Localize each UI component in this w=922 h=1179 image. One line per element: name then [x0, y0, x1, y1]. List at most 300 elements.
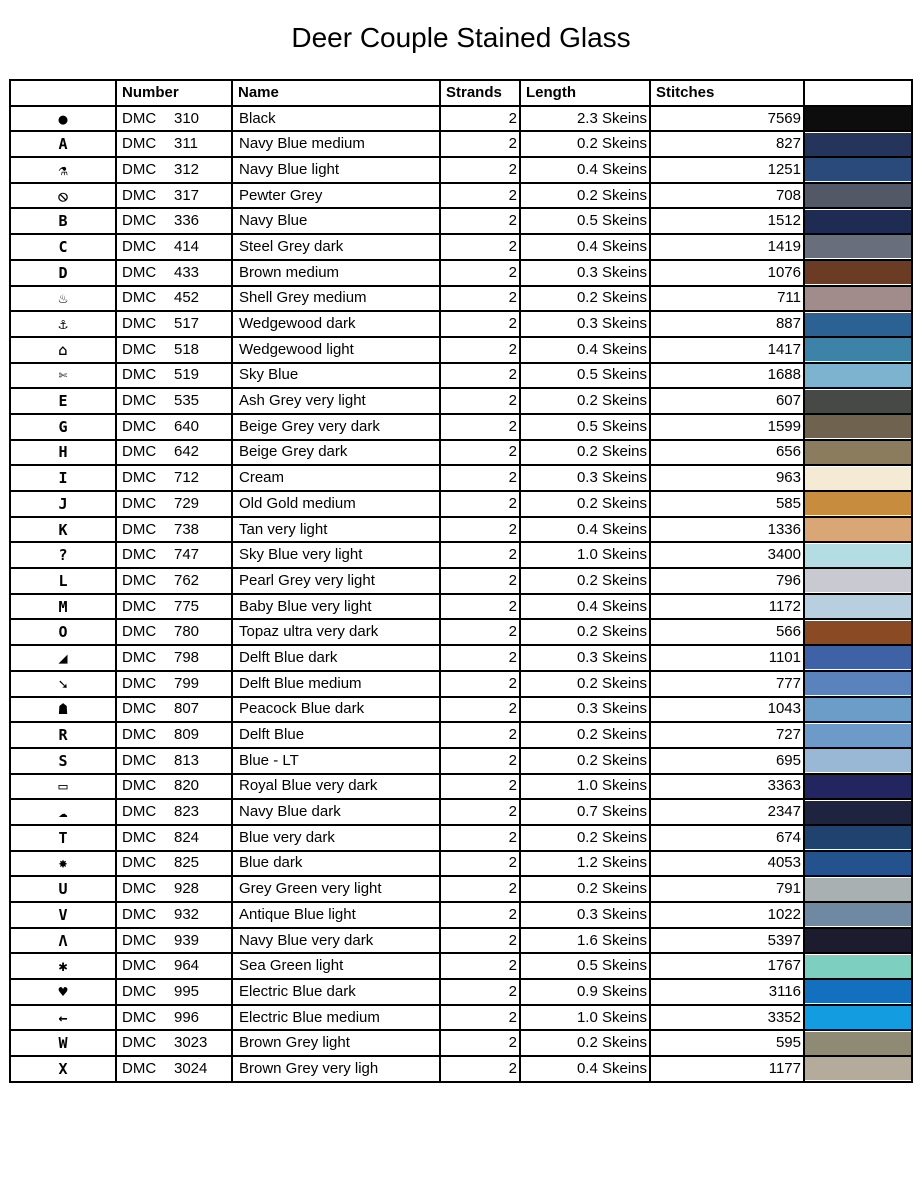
table-row: [10, 825, 912, 851]
thread-name: Brown medium: [232, 260, 440, 286]
color-swatch-cell: [804, 619, 912, 645]
color-swatch-cell: [804, 671, 912, 697]
color-swatch-cell: [804, 774, 912, 800]
table-row: [10, 440, 912, 466]
table-row: [10, 619, 912, 645]
strands-value: 2: [440, 851, 520, 877]
thread-brand: DMC: [122, 982, 157, 1000]
color-swatch: [805, 595, 911, 618]
color-swatch: [805, 672, 911, 695]
table-row: [10, 594, 912, 620]
color-swatch: [805, 338, 911, 361]
length-value: 0.3 Skeins: [520, 311, 650, 337]
thread-name: Beige Grey very dark: [232, 414, 440, 440]
stitch-symbol: ←: [10, 1005, 116, 1031]
stitches-value: 727: [650, 722, 804, 748]
header-stitches: Stitches: [650, 80, 804, 106]
thread-code: 762: [174, 571, 200, 589]
table-row: [10, 542, 912, 568]
thread-brand: DMC: [122, 315, 157, 333]
thread-number: [116, 876, 232, 902]
stitch-symbol: B: [10, 208, 116, 234]
thread-code: 823: [174, 803, 200, 821]
stitches-value: 827: [650, 131, 804, 157]
stitches-value: 1251: [650, 157, 804, 183]
length-value: 0.5 Skeins: [520, 414, 650, 440]
color-swatch: [805, 313, 911, 336]
color-swatch: [805, 852, 911, 875]
stitch-symbol: I: [10, 465, 116, 491]
color-swatch: [805, 1057, 911, 1080]
thread-code: 517: [174, 315, 200, 333]
thread-brand: DMC: [122, 469, 157, 487]
color-swatch-cell: [804, 928, 912, 954]
thread-code: 932: [174, 905, 200, 923]
stitches-value: 963: [650, 465, 804, 491]
color-swatch: [805, 441, 911, 464]
strands-value: 2: [440, 542, 520, 568]
thread-name: Antique Blue light: [232, 902, 440, 928]
strands-value: 2: [440, 568, 520, 594]
length-value: 0.2 Skeins: [520, 722, 650, 748]
strands-value: 2: [440, 131, 520, 157]
color-swatch: [805, 980, 911, 1003]
thread-code: 775: [174, 597, 200, 615]
table-row: [10, 131, 912, 157]
stitches-value: 595: [650, 1030, 804, 1056]
color-swatch-cell: [804, 183, 912, 209]
thread-code: 809: [174, 726, 200, 744]
thread-brand: DMC: [122, 777, 157, 795]
thread-brand: DMC: [122, 674, 157, 692]
color-swatch-cell: [804, 363, 912, 389]
thread-number: [116, 619, 232, 645]
thread-number: [116, 260, 232, 286]
thread-code: 738: [174, 520, 200, 538]
stitch-symbol: X: [10, 1056, 116, 1082]
legend-body: [10, 106, 912, 1082]
stitch-symbol: ➘: [10, 671, 116, 697]
strands-value: 2: [440, 876, 520, 902]
strands-value: 2: [440, 928, 520, 954]
color-swatch: [805, 133, 911, 156]
color-swatch: [805, 158, 911, 181]
stitches-value: 5397: [650, 928, 804, 954]
thread-brand: DMC: [122, 828, 157, 846]
stitch-symbol: ◢: [10, 645, 116, 671]
thread-number: [116, 568, 232, 594]
length-value: 0.4 Skeins: [520, 517, 650, 543]
thread-name: Electric Blue dark: [232, 979, 440, 1005]
thread-code: 825: [174, 854, 200, 872]
color-swatch: [805, 261, 911, 284]
header-row: [10, 80, 912, 106]
thread-code: 642: [174, 443, 200, 461]
strands-value: 2: [440, 825, 520, 851]
thread-name: Shell Grey medium: [232, 286, 440, 312]
thread-brand: DMC: [122, 392, 157, 410]
table-row: [10, 157, 912, 183]
length-value: 0.2 Skeins: [520, 183, 650, 209]
stitch-symbol: ♥: [10, 979, 116, 1005]
color-swatch-cell: [804, 799, 912, 825]
length-value: 0.2 Skeins: [520, 568, 650, 594]
stitch-symbol: O: [10, 619, 116, 645]
length-value: 2.3 Skeins: [520, 106, 650, 132]
stitches-value: 3116: [650, 979, 804, 1005]
color-swatch: [805, 390, 911, 413]
stitches-value: 1512: [650, 208, 804, 234]
strands-value: 2: [440, 363, 520, 389]
thread-brand: DMC: [122, 571, 157, 589]
length-value: 0.3 Skeins: [520, 697, 650, 723]
table-row: [10, 234, 912, 260]
thread-brand: DMC: [122, 726, 157, 744]
thread-brand: DMC: [122, 880, 157, 898]
thread-name: Sky Blue: [232, 363, 440, 389]
thread-number: [116, 311, 232, 337]
stitch-symbol: E: [10, 388, 116, 414]
thread-name: Grey Green very light: [232, 876, 440, 902]
color-swatch-cell: [804, 748, 912, 774]
thread-number: [116, 774, 232, 800]
length-value: 0.3 Skeins: [520, 902, 650, 928]
thread-number: [116, 928, 232, 954]
stitch-symbol: Λ: [10, 928, 116, 954]
length-value: 0.2 Skeins: [520, 286, 650, 312]
color-swatch: [805, 107, 911, 130]
stitches-value: 1172: [650, 594, 804, 620]
length-value: 0.4 Skeins: [520, 594, 650, 620]
length-value: 0.2 Skeins: [520, 876, 650, 902]
thread-brand: DMC: [122, 237, 157, 255]
length-value: 0.5 Skeins: [520, 208, 650, 234]
color-swatch: [805, 364, 911, 387]
color-swatch-cell: [804, 337, 912, 363]
header-length: Length: [520, 80, 650, 106]
header-strands: Strands: [440, 80, 520, 106]
stitch-symbol: L: [10, 568, 116, 594]
stitch-symbol: ⌂: [10, 337, 116, 363]
thread-code: 312: [174, 160, 200, 178]
thread-name: Blue - LT: [232, 748, 440, 774]
stitch-symbol: ⦸: [10, 183, 116, 209]
thread-code: 995: [174, 982, 200, 1000]
stitches-value: 1043: [650, 697, 804, 723]
color-swatch-cell: [804, 1030, 912, 1056]
stitch-symbol: ☁: [10, 799, 116, 825]
stitches-value: 777: [650, 671, 804, 697]
color-swatch: [805, 569, 911, 592]
color-swatch-cell: [804, 979, 912, 1005]
thread-number: [116, 851, 232, 877]
stitches-value: 1177: [650, 1056, 804, 1082]
color-swatch: [805, 826, 911, 849]
stitches-value: 1688: [650, 363, 804, 389]
color-swatch: [805, 724, 911, 747]
strands-value: 2: [440, 414, 520, 440]
table-row: [10, 902, 912, 928]
thread-name: Navy Blue very dark: [232, 928, 440, 954]
thread-code: 336: [174, 212, 200, 230]
length-value: 1.0 Skeins: [520, 774, 650, 800]
thread-number: [116, 157, 232, 183]
thread-code: 3024: [174, 1059, 208, 1077]
stitches-value: 1417: [650, 337, 804, 363]
color-swatch: [805, 878, 911, 901]
table-row: [10, 388, 912, 414]
length-value: 0.2 Skeins: [520, 1030, 650, 1056]
thread-number: [116, 748, 232, 774]
stitches-value: 3400: [650, 542, 804, 568]
thread-brand: DMC: [122, 263, 157, 281]
color-swatch-cell: [804, 260, 912, 286]
color-swatch-cell: [804, 953, 912, 979]
length-value: 0.5 Skeins: [520, 363, 650, 389]
thread-name: Ash Grey very light: [232, 388, 440, 414]
thread-brand: DMC: [122, 700, 157, 718]
thread-number: [116, 799, 232, 825]
table-row: [10, 979, 912, 1005]
header-number: Number: [116, 80, 232, 106]
thread-brand: DMC: [122, 417, 157, 435]
thread-code: 798: [174, 648, 200, 666]
stitch-symbol: ⚗: [10, 157, 116, 183]
thread-number: [116, 697, 232, 723]
thread-name: Sky Blue very light: [232, 542, 440, 568]
length-value: 1.2 Skeins: [520, 851, 650, 877]
color-swatch: [805, 749, 911, 772]
table-row: [10, 1030, 912, 1056]
thread-number: [116, 953, 232, 979]
color-swatch: [805, 929, 911, 952]
length-value: 0.2 Skeins: [520, 748, 650, 774]
stitch-symbol: ✸: [10, 851, 116, 877]
thread-number: [116, 440, 232, 466]
stitches-value: 3352: [650, 1005, 804, 1031]
thread-legend-table: [9, 79, 913, 1083]
thread-name: Navy Blue: [232, 208, 440, 234]
table-row: [10, 260, 912, 286]
length-value: 1.6 Skeins: [520, 928, 650, 954]
color-swatch: [805, 415, 911, 438]
thread-name: Delft Blue dark: [232, 645, 440, 671]
stitch-symbol: ☗: [10, 697, 116, 723]
stitch-symbol: ⚓: [10, 311, 116, 337]
thread-name: Sea Green light: [232, 953, 440, 979]
thread-number: [116, 131, 232, 157]
strands-value: 2: [440, 1030, 520, 1056]
table-row: [10, 311, 912, 337]
thread-code: 964: [174, 957, 200, 975]
length-value: 0.2 Skeins: [520, 619, 650, 645]
color-swatch-cell: [804, 876, 912, 902]
thread-code: 640: [174, 417, 200, 435]
table-row: [10, 491, 912, 517]
stitch-symbol: S: [10, 748, 116, 774]
thread-code: 928: [174, 880, 200, 898]
length-value: 0.5 Skeins: [520, 953, 650, 979]
thread-name: Tan very light: [232, 517, 440, 543]
strands-value: 2: [440, 440, 520, 466]
thread-code: 310: [174, 109, 200, 127]
thread-brand: DMC: [122, 1034, 157, 1052]
thread-number: [116, 183, 232, 209]
color-swatch-cell: [804, 234, 912, 260]
color-swatch: [805, 1032, 911, 1055]
thread-number: [116, 388, 232, 414]
color-swatch: [805, 210, 911, 233]
stitch-symbol: ✄: [10, 363, 116, 389]
color-swatch: [805, 775, 911, 798]
length-value: 0.2 Skeins: [520, 388, 650, 414]
color-swatch: [805, 492, 911, 515]
thread-number: [116, 234, 232, 260]
strands-value: 2: [440, 748, 520, 774]
header-name: Name: [232, 80, 440, 106]
thread-code: 3023: [174, 1034, 208, 1052]
table-row: [10, 286, 912, 312]
thread-number: [116, 671, 232, 697]
strands-value: 2: [440, 1005, 520, 1031]
strands-value: 2: [440, 260, 520, 286]
thread-number: [116, 979, 232, 1005]
stitches-value: 3363: [650, 774, 804, 800]
table-row: [10, 928, 912, 954]
color-swatch: [805, 235, 911, 258]
page-title: Deer Couple Stained Glass: [291, 22, 631, 53]
stitches-value: 2347: [650, 799, 804, 825]
thread-name: Wedgewood light: [232, 337, 440, 363]
strands-value: 2: [440, 953, 520, 979]
color-swatch: [805, 903, 911, 926]
strands-value: 2: [440, 183, 520, 209]
thread-number: [116, 542, 232, 568]
table-row: [10, 1056, 912, 1082]
thread-code: 535: [174, 392, 200, 410]
table-row: [10, 645, 912, 671]
length-value: 0.4 Skeins: [520, 1056, 650, 1082]
thread-number: [116, 106, 232, 132]
stitch-symbol: H: [10, 440, 116, 466]
thread-name: Blue very dark: [232, 825, 440, 851]
thread-code: 799: [174, 674, 200, 692]
color-swatch-cell: [804, 1056, 912, 1082]
strands-value: 2: [440, 286, 520, 312]
thread-code: 807: [174, 700, 200, 718]
strands-value: 2: [440, 208, 520, 234]
color-swatch-cell: [804, 517, 912, 543]
color-swatch-cell: [804, 568, 912, 594]
strands-value: 2: [440, 1056, 520, 1082]
color-swatch-cell: [804, 157, 912, 183]
strands-value: 2: [440, 722, 520, 748]
thread-code: 712: [174, 469, 200, 487]
stitches-value: 4053: [650, 851, 804, 877]
thread-name: Black: [232, 106, 440, 132]
color-swatch-cell: [804, 131, 912, 157]
length-value: 1.0 Skeins: [520, 1005, 650, 1031]
stitch-symbol: U: [10, 876, 116, 902]
stitches-value: 7569: [650, 106, 804, 132]
stitch-symbol: J: [10, 491, 116, 517]
thread-name: Cream: [232, 465, 440, 491]
thread-name: Baby Blue very light: [232, 594, 440, 620]
strands-value: 2: [440, 671, 520, 697]
stitches-value: 566: [650, 619, 804, 645]
table-row: [10, 363, 912, 389]
table-row: [10, 876, 912, 902]
table-row: [10, 1005, 912, 1031]
stitch-symbol: M: [10, 594, 116, 620]
color-swatch: [805, 518, 911, 541]
color-swatch-cell: [804, 645, 912, 671]
color-swatch-cell: [804, 208, 912, 234]
stitches-value: 1336: [650, 517, 804, 543]
thread-number: [116, 1030, 232, 1056]
thread-name: Blue dark: [232, 851, 440, 877]
table-row: [10, 799, 912, 825]
length-value: 0.2 Skeins: [520, 825, 650, 851]
thread-name: Old Gold medium: [232, 491, 440, 517]
table-row: [10, 414, 912, 440]
thread-name: Pearl Grey very light: [232, 568, 440, 594]
thread-name: Royal Blue very dark: [232, 774, 440, 800]
header-symbol: [10, 80, 116, 106]
length-value: 0.4 Skeins: [520, 157, 650, 183]
color-swatch-cell: [804, 311, 912, 337]
thread-name: Topaz ultra very dark: [232, 619, 440, 645]
stitches-value: 791: [650, 876, 804, 902]
thread-name: Pewter Grey: [232, 183, 440, 209]
table-row: [10, 671, 912, 697]
stitch-symbol: G: [10, 414, 116, 440]
stitches-value: 607: [650, 388, 804, 414]
thread-brand: DMC: [122, 160, 157, 178]
stitches-value: 796: [650, 568, 804, 594]
thread-name: Steel Grey dark: [232, 234, 440, 260]
color-swatch: [805, 801, 911, 824]
color-swatch-cell: [804, 825, 912, 851]
length-value: 0.2 Skeins: [520, 440, 650, 466]
thread-brand: DMC: [122, 1008, 157, 1026]
strands-value: 2: [440, 337, 520, 363]
strands-value: 2: [440, 311, 520, 337]
color-swatch: [805, 955, 911, 978]
stitches-value: 887: [650, 311, 804, 337]
stitches-value: 674: [650, 825, 804, 851]
color-swatch-cell: [804, 722, 912, 748]
stitch-symbol: R: [10, 722, 116, 748]
strands-value: 2: [440, 234, 520, 260]
thread-name: Brown Grey very ligh: [232, 1056, 440, 1082]
table-row: [10, 851, 912, 877]
stitch-symbol: C: [10, 234, 116, 260]
table-row: [10, 183, 912, 209]
length-value: 0.4 Skeins: [520, 337, 650, 363]
thread-brand: DMC: [122, 186, 157, 204]
length-value: 0.7 Skeins: [520, 799, 650, 825]
table-row: [10, 337, 912, 363]
thread-brand: DMC: [122, 135, 157, 153]
thread-code: 813: [174, 751, 200, 769]
thread-brand: DMC: [122, 212, 157, 230]
color-swatch: [805, 1006, 911, 1029]
stitches-value: 585: [650, 491, 804, 517]
strands-value: 2: [440, 594, 520, 620]
strands-value: 2: [440, 774, 520, 800]
thread-code: 519: [174, 366, 200, 384]
